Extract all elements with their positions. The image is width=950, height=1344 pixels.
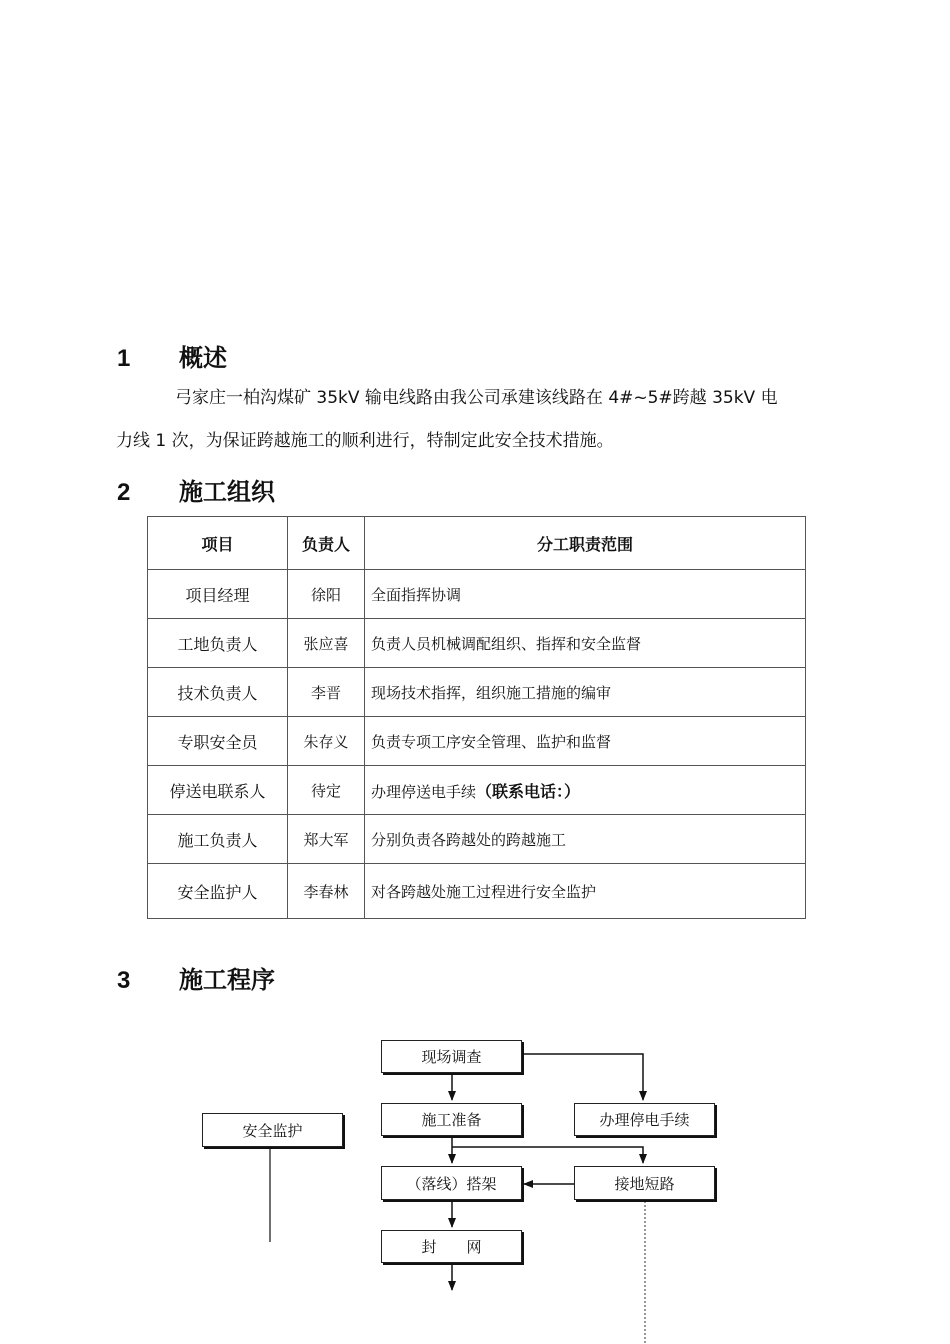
flow-box-net: 封 网: [381, 1230, 522, 1263]
section-number: 1: [117, 345, 131, 372]
section-title: 施工组织: [179, 478, 275, 506]
header-person: 负责人: [288, 517, 365, 570]
cell-duty: 负责专项工序安全管理、监护和监督: [365, 717, 806, 766]
header-duty: 分工职责范围: [365, 517, 806, 570]
overview-paragraph-line1: 弓家庄一柏沟煤矿 35kV 输电线路由我公司承建该线路在 4#~5#跨越 35kV 电: [175, 388, 778, 408]
overview-paragraph-line2: 力线 1 次，为保证跨越施工的顺利进行，特制定此安全技术措施。: [116, 431, 614, 451]
contact-phone-label: （联系电话：）: [476, 781, 581, 801]
section-number: 2: [117, 479, 131, 506]
flow-box-outage: 办理停电手续: [574, 1103, 715, 1136]
duty-text: 办理停送电手续: [371, 782, 477, 801]
cell-person: 郑大军: [288, 815, 365, 864]
cell-item: 施工负责人: [148, 815, 288, 864]
cell-duty: 对各跨越处施工过程进行安全监护: [365, 864, 806, 919]
cell-item: 停送电联系人: [148, 766, 288, 815]
cell-item: 专职安全员: [148, 717, 288, 766]
cell-duty: 全面指挥协调: [365, 570, 806, 619]
cell-person: 待定: [288, 766, 365, 815]
cell-item: 安全监护人: [148, 864, 288, 919]
cell-person: 李晋: [288, 668, 365, 717]
section-title: 概述: [179, 344, 227, 372]
flow-box-ground: 接地短路: [574, 1166, 715, 1200]
arrow-prepare-to-ground: [452, 1147, 643, 1163]
cell-item: 技术负责人: [148, 668, 288, 717]
section-title: 施工程序: [179, 966, 275, 994]
cell-duty: 负责人员机械调配组织、指挥和安全监督: [365, 619, 806, 668]
flow-box-survey: 现场调查: [381, 1040, 522, 1073]
cell-item: 工地负责人: [148, 619, 288, 668]
cell-person: 张应喜: [288, 619, 365, 668]
header-item: 项目: [148, 517, 288, 570]
cell-person: 朱存义: [288, 717, 365, 766]
cell-person: 徐阳: [288, 570, 365, 619]
flow-box-safety: 安全监护: [202, 1113, 343, 1147]
flow-box-prepare: 施工准备: [381, 1103, 522, 1136]
cell-duty: 分别负责各跨越处的跨越施工: [365, 815, 806, 864]
flow-box-scaffold: （落线）搭架: [381, 1166, 522, 1200]
cell-duty: 现场技术指挥，组织施工措施的编审: [365, 668, 806, 717]
cell-person: 李春林: [288, 864, 365, 919]
arrow-survey-to-outage: [521, 1054, 643, 1100]
section-number: 3: [117, 967, 131, 994]
cell-item: 项目经理: [148, 570, 288, 619]
